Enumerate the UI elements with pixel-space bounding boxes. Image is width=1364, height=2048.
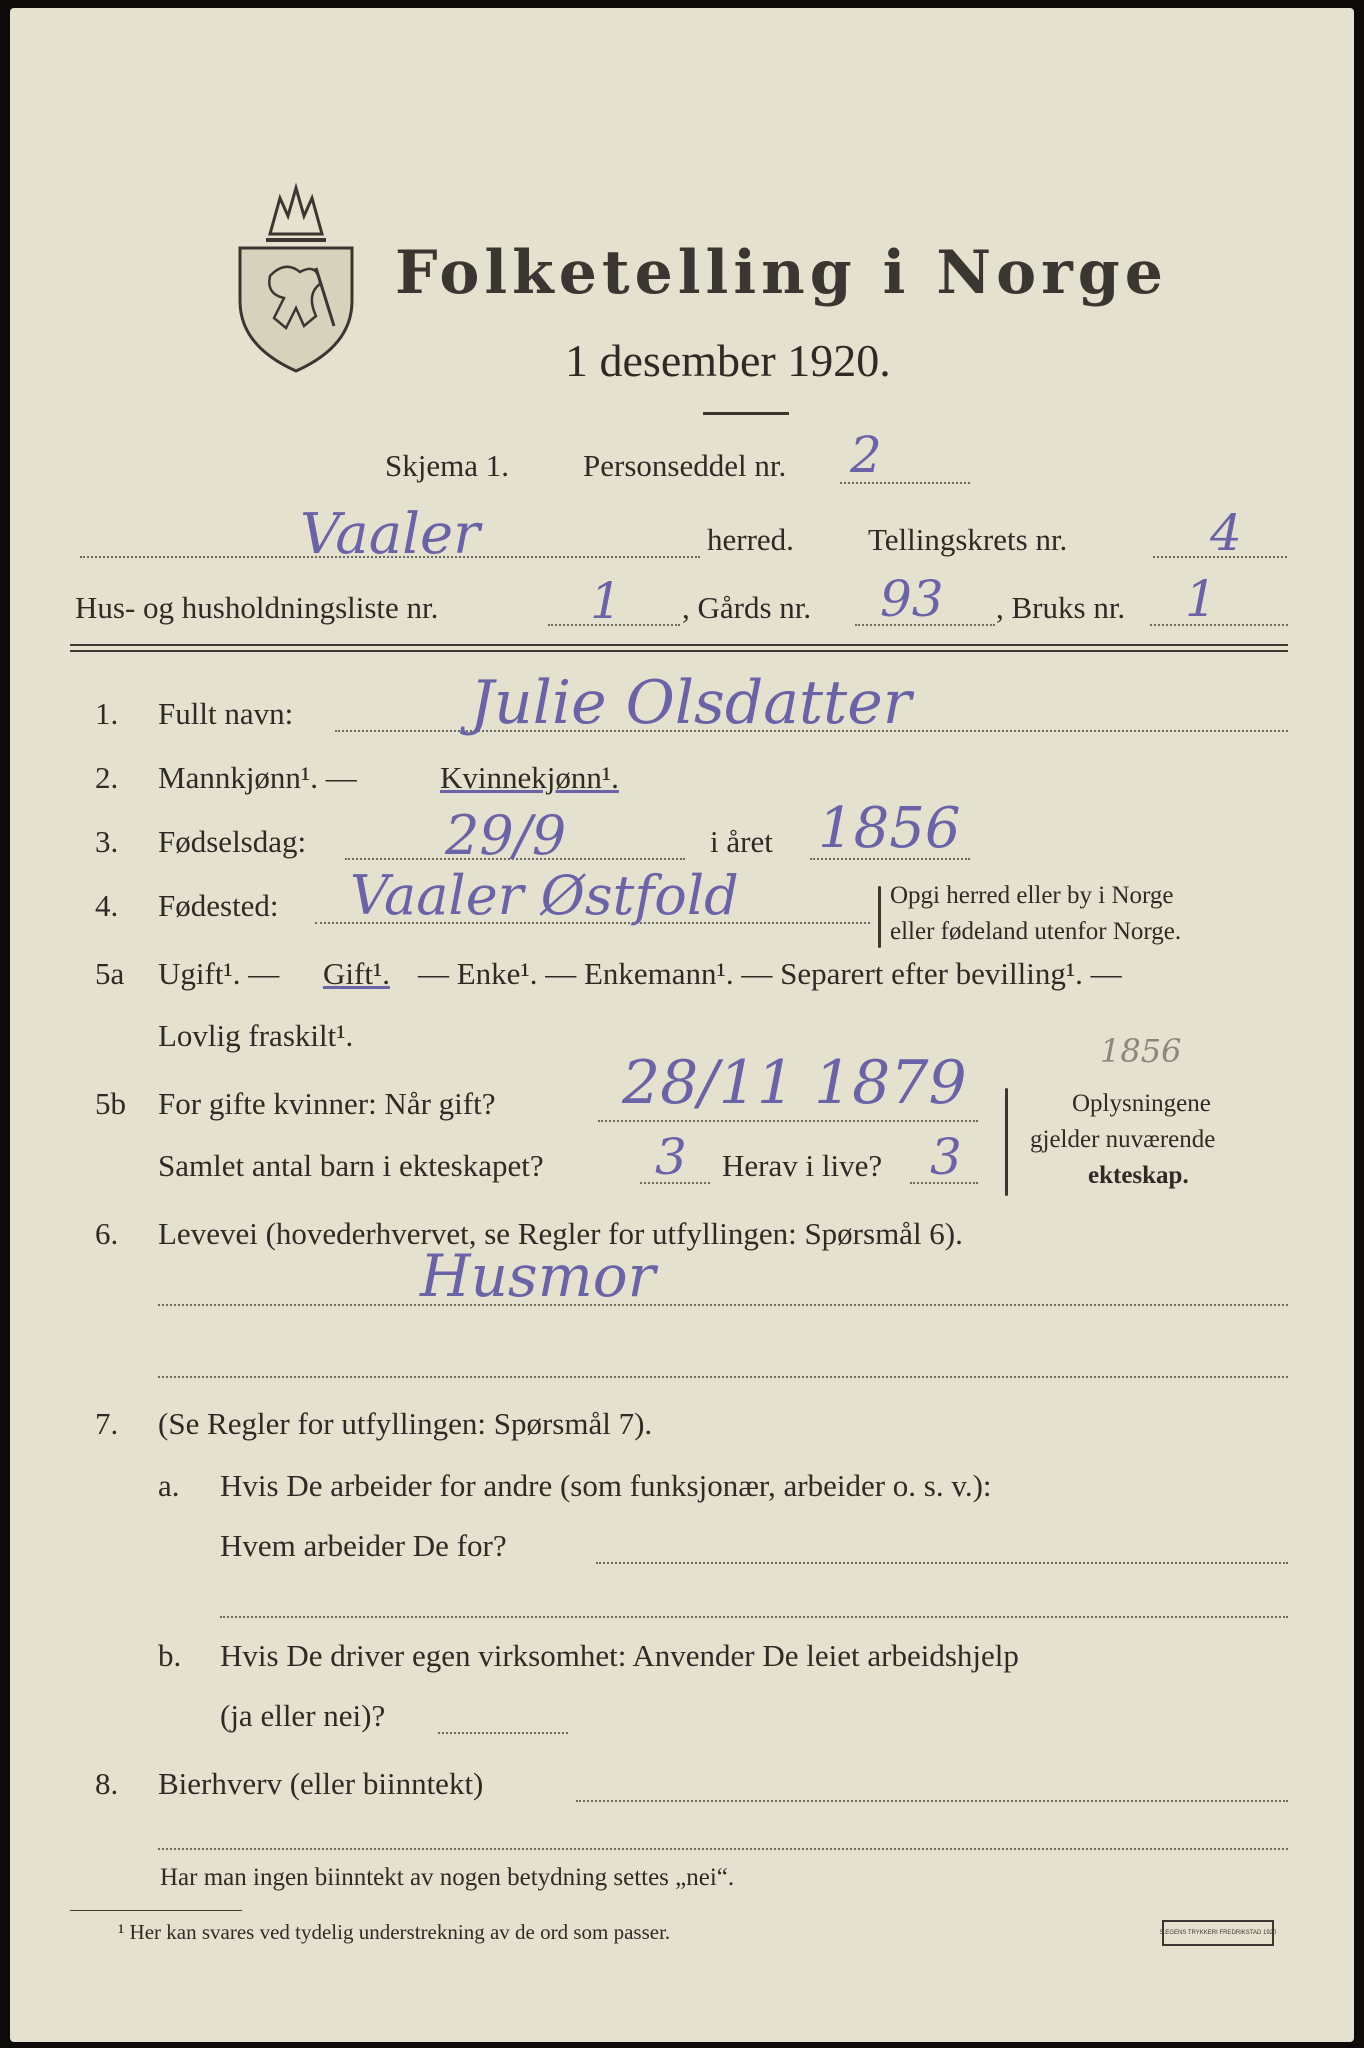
birthplace-value: Vaaler Østfold — [350, 864, 739, 927]
no-income-note: Har man ingen biinntekt av nogen betydning settes „nei“. — [160, 1864, 735, 1891]
marriage-date-value: 28/11 1879 — [622, 1048, 967, 1118]
full-name-value: Julie Olsdatter — [470, 668, 912, 738]
husliste-value: 1 — [590, 572, 622, 630]
q5b-note-line3: ekteskap. — [1088, 1162, 1189, 1189]
header-double-rule-top — [70, 644, 1288, 646]
q7b-question: (ja eller nei)? — [220, 1698, 386, 1733]
q5b-note-brace — [1005, 1088, 1008, 1196]
census-date: 1 desember 1920. — [565, 335, 891, 386]
children-total-value: 3 — [655, 1128, 687, 1186]
personseddel-value: 2 — [850, 426, 882, 484]
form-title: Folketelling i Norge — [395, 238, 1168, 308]
header-double-rule-bottom — [70, 650, 1288, 652]
q6-number: 6. — [95, 1216, 119, 1251]
q7a-letter: a. — [158, 1468, 180, 1503]
bruks-value: 1 — [1185, 570, 1217, 628]
printer-stamp — [1159, 1920, 1277, 1946]
q5b-number: 5b — [95, 1086, 126, 1121]
q5a-unmarried: Ugift¹. — — [158, 956, 280, 991]
q2-male-label: Mannkjønn¹. — — [158, 760, 357, 795]
q3-number: 3. — [95, 824, 119, 859]
norwegian-coat-of-arms-icon — [230, 176, 362, 376]
q5b-when-married-label: For gifte kvinner: Når gift? — [158, 1086, 496, 1121]
q4-note-line1: Opgi herred eller by i Norge — [890, 882, 1174, 909]
q4-note-line2: eller fødeland utenfor Norge. — [890, 918, 1182, 945]
q5a-married-option: Gift¹. — [323, 956, 390, 991]
q4-label: Fødested: — [158, 888, 279, 923]
q7b-letter: b. — [158, 1638, 182, 1673]
q2-number: 2. — [95, 760, 119, 795]
title-divider — [703, 412, 789, 415]
herred-label: herred. — [707, 522, 794, 557]
marriage-date-field[interactable] — [598, 1120, 978, 1122]
q4-number: 4. — [95, 888, 119, 923]
q6-label: Levevei (hovederhvervet, se Regler for utfyllingen: Spørsmål 6). — [158, 1216, 963, 1251]
q8-label: Bierhverv (eller biinntekt) — [158, 1766, 484, 1801]
tellingskrets-value: 4 — [1210, 504, 1242, 562]
birth-year-label: i året — [710, 824, 773, 859]
q7a-text: Hvis De arbeider for andre (som funksjonær, arbeider o. s. v.): — [220, 1468, 992, 1503]
q7-number: 7. — [95, 1406, 119, 1441]
q5b-children-label: Samlet antal barn i ekteskapet? — [158, 1148, 544, 1183]
q7b-text: Hvis De driver egen virksomhet: Anvender De leiet arbeidshjelp — [220, 1638, 1019, 1673]
husliste-label: Hus- og husholdningsliste nr. — [75, 590, 439, 625]
employer-field-line2[interactable] — [220, 1616, 1288, 1618]
occupation-field-line2[interactable] — [158, 1376, 1288, 1378]
q7-label: (Se Regler for utfyllingen: Spørsmål 7). — [158, 1406, 653, 1441]
herred-value: Vaaler — [300, 502, 480, 567]
side-income-field-line2[interactable] — [158, 1848, 1288, 1850]
children-alive-value: 3 — [930, 1128, 962, 1186]
occupation-field-line1[interactable] — [158, 1304, 1288, 1306]
q1-label: Fullt navn: — [158, 696, 294, 731]
birthday-value: 29/9 — [445, 804, 567, 867]
tellingskrets-label: Tellingskrets nr. — [868, 522, 1068, 557]
q2-female-label: Kvinnekjønn¹. — [440, 760, 619, 795]
q8-number: 8. — [95, 1766, 119, 1801]
hired-help-field[interactable] — [438, 1732, 568, 1734]
q7a-question: Hvem arbeider De for? — [220, 1528, 507, 1563]
printer-stamp-text: S.EGENS TRYKKERI FREDRIKSTAD 1920 — [1159, 1930, 1277, 1936]
footnote: ¹ Her kan svares ved tydelig understrekning av de ord som passer. — [118, 1920, 671, 1944]
q5b-margin-note: 1856 — [1100, 1032, 1182, 1070]
q1-number: 1. — [95, 696, 119, 731]
q5b-note-line1: Oplysningene — [1072, 1090, 1211, 1117]
footnote-rule — [70, 1910, 242, 1911]
q5a-number: 5a — [95, 956, 125, 991]
employer-field-line1[interactable] — [596, 1562, 1288, 1564]
q4-note-brace — [878, 886, 881, 948]
gards-value: 93 — [880, 570, 944, 628]
q5a-divorced: Lovlig fraskilt¹. — [158, 1018, 354, 1053]
q3-label: Fødselsdag: — [158, 824, 307, 859]
occupation-value: Husmor — [420, 1242, 656, 1310]
bruks-field[interactable] — [1150, 624, 1288, 626]
q5b-alive-label: Herav i live? — [722, 1148, 883, 1183]
q5a-other-options: — Enke¹. — Enkemann¹. — Separert efter bevilling¹. — — [418, 956, 1122, 991]
gards-label: , Gårds nr. — [682, 590, 812, 625]
birth-year-value: 1856 — [818, 796, 961, 861]
personseddel-label: Personseddel nr. — [583, 448, 787, 483]
census-form-page — [10, 8, 1354, 2042]
q5b-note-line2: gjelder nuværende — [1030, 1126, 1216, 1153]
skjema-label: Skjema 1. — [385, 448, 509, 483]
bruks-label: , Bruks nr. — [996, 590, 1126, 625]
side-income-field-line1[interactable] — [576, 1800, 1288, 1802]
